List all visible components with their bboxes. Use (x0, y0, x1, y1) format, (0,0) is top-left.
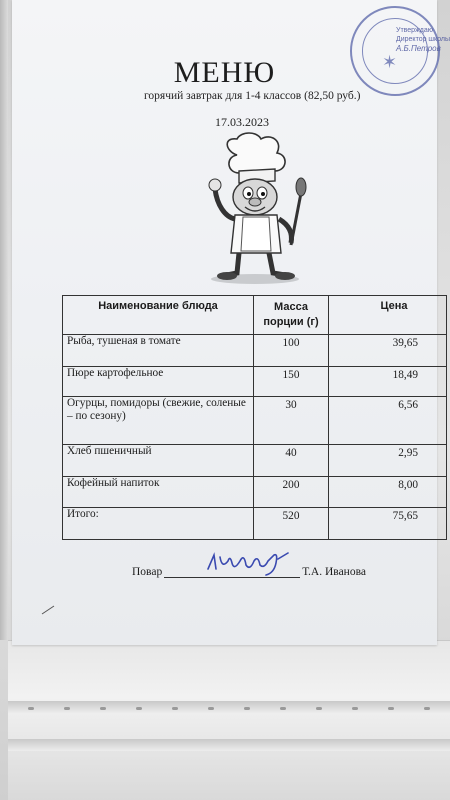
dish-name: Хлеб пшеничный (63, 445, 254, 477)
dish-price: 18,49 (329, 367, 447, 397)
dish-price: 8,00 (329, 477, 447, 508)
cook-signature-line (132, 553, 366, 578)
cook-label: Повар (132, 566, 163, 578)
document-date: 17.03.2023 (215, 115, 269, 129)
stamp-text (396, 26, 450, 53)
dish-price: 2,95 (329, 445, 447, 477)
table-total-row (63, 508, 447, 540)
table-row (63, 445, 447, 477)
dish-mass: 40 (254, 445, 329, 477)
document-subtitle: горячий завтрак для 1-4 классов (82,50 руб.) (144, 90, 361, 102)
plastic-sleeve (8, 640, 450, 800)
dish-price: 39,65 (329, 335, 447, 367)
table-row (63, 367, 447, 397)
cook-name: Т.А. Иванова (302, 566, 366, 578)
table-header-row (63, 296, 447, 335)
sleeve-band (8, 739, 450, 751)
stamp-emblem-icon: ✶ (382, 52, 398, 72)
pen-scribble (40, 604, 58, 616)
dish-name: Рыба, тушеная в томате (63, 335, 254, 367)
dish-mass: 100 (254, 335, 329, 367)
dish-mass: 200 (254, 477, 329, 508)
stamp-line: Утверждаю (396, 27, 433, 34)
table-row (63, 397, 447, 445)
total-mass: 520 (254, 508, 329, 540)
dish-price: 6,56 (329, 397, 447, 445)
stamp-line: Директор школы (396, 36, 450, 43)
handwritten-signature (204, 549, 294, 577)
chef-cartoon-icon (197, 133, 317, 288)
column-header-mass: Масса порции (г) (254, 296, 329, 335)
column-header-dish: Наименование блюда (63, 296, 254, 335)
table-row (63, 477, 447, 508)
dish-mass: 150 (254, 367, 329, 397)
wall-frame (0, 0, 8, 640)
document-title: МЕНЮ (173, 56, 276, 89)
dish-name: Пюре картофельное (63, 367, 254, 397)
signature-field (164, 553, 300, 578)
dish-mass: 30 (254, 397, 329, 445)
stamp-line: А.Б.Петров (396, 44, 441, 53)
dish-name: Огурцы, помидоры (свежие, соленые – по сезону) (63, 397, 254, 445)
table-row (63, 335, 447, 367)
column-header-price: Цена (329, 296, 447, 335)
menu-table (62, 295, 447, 540)
sleeve-holes (28, 707, 430, 711)
total-price: 75,65 (329, 508, 447, 540)
total-label: Итого: (63, 508, 254, 540)
menu-sheet (12, 0, 450, 645)
dish-name: Кофейный напиток (63, 477, 254, 508)
